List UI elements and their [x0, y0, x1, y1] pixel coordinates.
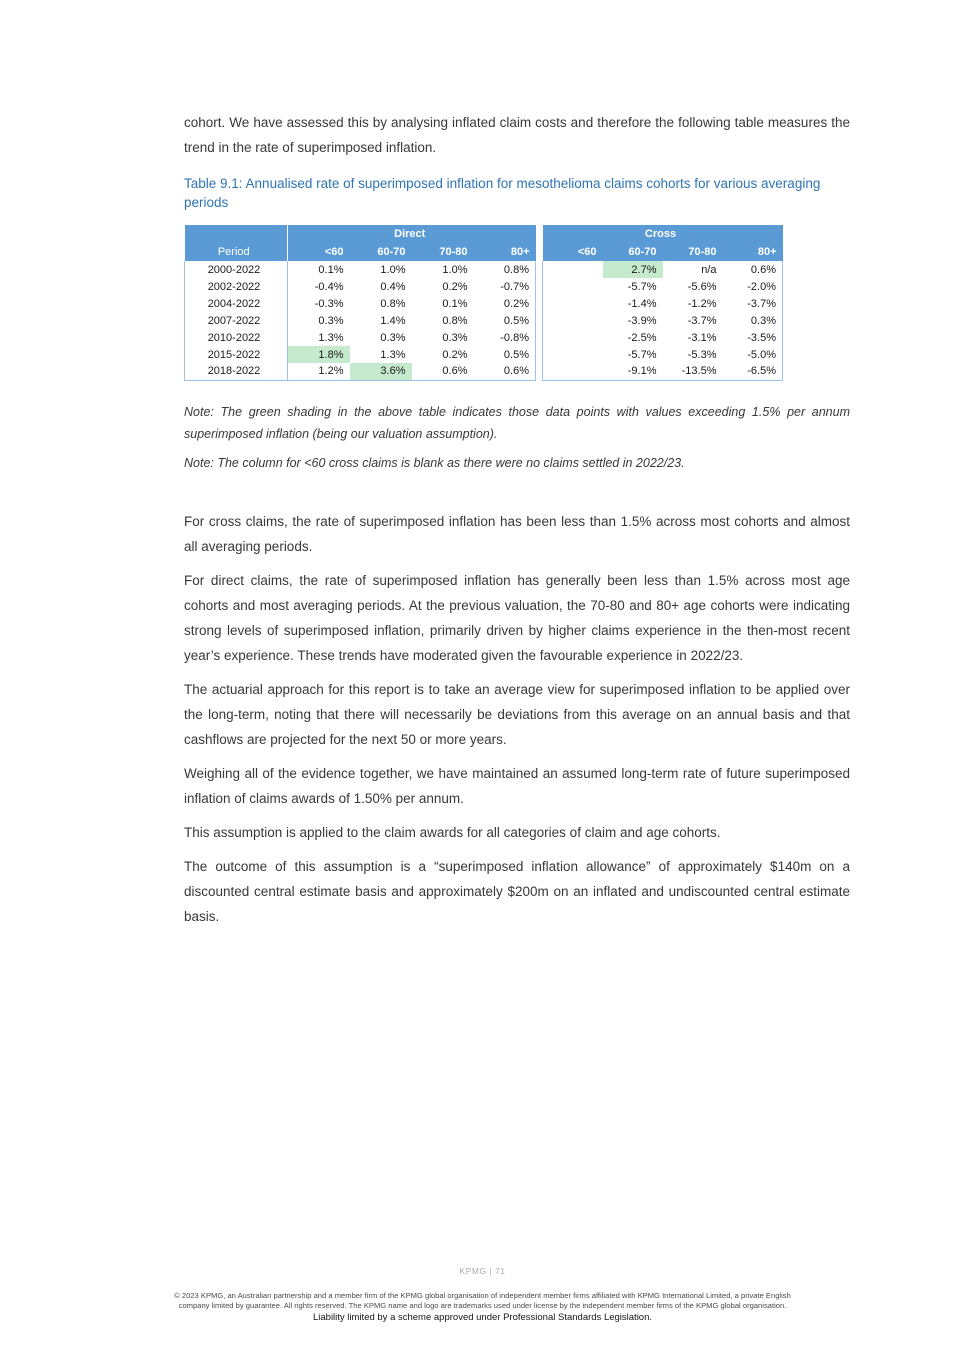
direct-value-cell: 0.2% — [412, 346, 474, 363]
period-cell: 2010-2022 — [185, 329, 288, 346]
superimposed-inflation-table — [184, 225, 783, 381]
cross-value-cell — [543, 363, 603, 380]
column-group-direct: Direct — [288, 225, 536, 243]
period-cell: 2018-2022 — [185, 363, 288, 380]
table-row — [185, 363, 783, 380]
cross-value-cell: -3.7% — [663, 312, 723, 329]
copyright-line: company limited by guarantee. All rights reserved. The KPMG name and logo are trademarks used under license by the independent member firms of the KPMG global organisation. — [178, 1301, 787, 1310]
body-paragraph: The actuarial approach for this report is to take an average view for superimposed inflation to be applied over the long-term, noting that there will necessarily be deviations from this average on an annual basis and that cashflows are projected for the next 50 or more years. — [184, 681, 850, 747]
cross-value-cell — [543, 346, 603, 363]
table-note: Note: The green shading in the above table indicates those data points with values exceeding 1.5% per annum superimposed inflation (being our valuation assumption). — [184, 404, 850, 441]
cross-value-cell — [543, 278, 603, 295]
page-content — [184, 110, 850, 938]
table-row — [185, 295, 783, 312]
age-cohort-header: 70-80 — [412, 243, 474, 261]
table-group-spacer — [536, 346, 543, 363]
direct-value-cell: 0.2% — [474, 295, 536, 312]
table-group-spacer — [536, 363, 543, 380]
period-cell: 2000-2022 — [185, 261, 288, 278]
direct-value-cell: 1.3% — [350, 346, 412, 363]
cross-value-cell: -13.5% — [663, 363, 723, 380]
body-paragraph: For cross claims, the rate of superimposed inflation has been less than 1.5% across most cohorts and almost all averaging periods. — [184, 513, 850, 554]
cross-value-cell: 0.3% — [723, 312, 783, 329]
direct-value-cell: 0.3% — [350, 329, 412, 346]
direct-value-cell: 1.4% — [350, 312, 412, 329]
table-row — [185, 346, 783, 363]
table-group-spacer — [536, 312, 543, 329]
table-row — [185, 261, 783, 278]
cross-value-cell: -2.5% — [603, 329, 663, 346]
body-paragraph: The outcome of this assumption is a “superimposed inflation allowance” of approximately $140m on a discounted central estimate basis and approximately $200m on an inflated and undiscounted central estimate basis. — [184, 858, 850, 924]
table-notes — [184, 401, 850, 474]
table-group-spacer — [536, 243, 543, 261]
age-cohort-header: 70-80 — [663, 243, 723, 261]
period-column-header: Period — [185, 243, 288, 261]
period-cell: 2002-2022 — [185, 278, 288, 295]
table-caption: Table 9.1: Annualised rate of superimposed inflation for mesothelioma claims cohorts for various averaging periods — [184, 176, 821, 210]
direct-value-cell: 0.4% — [350, 278, 412, 295]
cross-value-cell — [543, 261, 603, 278]
age-cohort-header: 60-70 — [350, 243, 412, 261]
direct-value-cell: 0.8% — [350, 295, 412, 312]
cross-value-cell — [543, 295, 603, 312]
direct-value-cell: 0.2% — [412, 278, 474, 295]
cross-value-cell: -5.6% — [663, 278, 723, 295]
direct-value-cell: 0.5% — [474, 346, 536, 363]
direct-value-cell: 0.3% — [288, 312, 350, 329]
cross-value-cell: -2.0% — [723, 278, 783, 295]
direct-value-cell: 1.0% — [350, 261, 412, 278]
period-cell: 2007-2022 — [185, 312, 288, 329]
direct-value-cell: -0.3% — [288, 295, 350, 312]
copyright-text — [103, 1291, 863, 1311]
age-cohort-header: 80+ — [723, 243, 783, 261]
cross-value-cell: 0.6% — [723, 261, 783, 278]
page-number: KPMG | 71 — [459, 1266, 506, 1276]
direct-value-cell: -0.7% — [474, 278, 536, 295]
cross-value-cell: n/a — [663, 261, 723, 278]
liability-text: Liability limited by a scheme approved under Professional Standards Legislation. — [312, 1312, 653, 1323]
column-group-cross: Cross — [543, 225, 783, 243]
direct-value-cell: 1.2% — [288, 363, 350, 380]
cross-value-cell: 2.7% — [603, 261, 663, 278]
cross-value-cell: -6.5% — [723, 363, 783, 380]
table-corner-cell — [185, 225, 288, 243]
table-group-spacer — [536, 261, 543, 278]
direct-value-cell: 0.5% — [474, 312, 536, 329]
table-row — [185, 278, 783, 295]
body-paragraph: For direct claims, the rate of superimposed inflation has generally been less than 1.5% across most age cohorts and most averaging periods. At the previous valuation, the 70-80 and 80+ age cohorts were indicating strong levels of superimposed inflation, primarily driven by higher claims experience in the then-most recent year’s experience. These trends have moderated given the favourable experience in 2022/23. — [184, 572, 850, 663]
direct-value-cell: 0.6% — [412, 363, 474, 380]
table-group-spacer — [536, 278, 543, 295]
table-header — [185, 225, 783, 261]
direct-value-cell: 0.1% — [412, 295, 474, 312]
intro-paragraph: cohort. We have assessed this by analysing inflated claim costs and therefore the following table measures the trend in the rate of superimposed inflation. — [184, 115, 850, 155]
copyright-line: © 2023 KPMG, an Australian partnership and a member firm of the KPMG global organisation of independent member firms affiliated with KPMG International Limited, a private English — [174, 1291, 791, 1300]
age-cohort-header: <60 — [288, 243, 350, 261]
cross-value-cell: -5.7% — [603, 278, 663, 295]
direct-value-cell: 1.0% — [412, 261, 474, 278]
cross-value-cell: -5.0% — [723, 346, 783, 363]
cross-value-cell: -5.3% — [663, 346, 723, 363]
cross-value-cell — [543, 312, 603, 329]
cross-value-cell: -1.2% — [663, 295, 723, 312]
direct-value-cell: 0.3% — [412, 329, 474, 346]
body-paragraphs — [184, 509, 850, 929]
cross-value-cell: -3.5% — [723, 329, 783, 346]
direct-value-cell: 1.8% — [288, 346, 350, 363]
cross-value-cell: -5.7% — [603, 346, 663, 363]
direct-value-cell: 3.6% — [350, 363, 412, 380]
age-cohort-header: 80+ — [474, 243, 536, 261]
direct-value-cell: -0.4% — [288, 278, 350, 295]
cross-value-cell: -3.9% — [603, 312, 663, 329]
direct-value-cell: 0.1% — [288, 261, 350, 278]
table-row — [185, 329, 783, 346]
cross-value-cell — [543, 329, 603, 346]
body-paragraph: Weighing all of the evidence together, we have maintained an assumed long-term rate of future superimposed inflation of claims awards of 1.50% per annum. — [184, 765, 850, 806]
cross-value-cell: -1.4% — [603, 295, 663, 312]
period-cell: 2004-2022 — [185, 295, 288, 312]
direct-value-cell: 0.8% — [474, 261, 536, 278]
table-group-spacer — [536, 295, 543, 312]
direct-value-cell: -0.8% — [474, 329, 536, 346]
direct-value-cell: 0.8% — [412, 312, 474, 329]
table-group-spacer — [536, 225, 543, 243]
body-paragraph: This assumption is applied to the claim awards for all categories of claim and age cohorts. — [184, 824, 721, 840]
cross-value-cell: -3.1% — [663, 329, 723, 346]
table-group-spacer — [536, 329, 543, 346]
table-row — [185, 312, 783, 329]
age-cohort-header: 60-70 — [603, 243, 663, 261]
cross-value-cell: -3.7% — [723, 295, 783, 312]
age-cohort-header: <60 — [543, 243, 603, 261]
table-note: Note: The column for <60 cross claims is blank as there were no claims settled in 2022/23. — [184, 455, 685, 470]
direct-value-cell: 1.3% — [288, 329, 350, 346]
table-body — [185, 261, 783, 380]
period-cell: 2015-2022 — [185, 346, 288, 363]
cross-value-cell: -9.1% — [603, 363, 663, 380]
direct-value-cell: 0.6% — [474, 363, 536, 380]
page-footer — [0, 1266, 965, 1323]
